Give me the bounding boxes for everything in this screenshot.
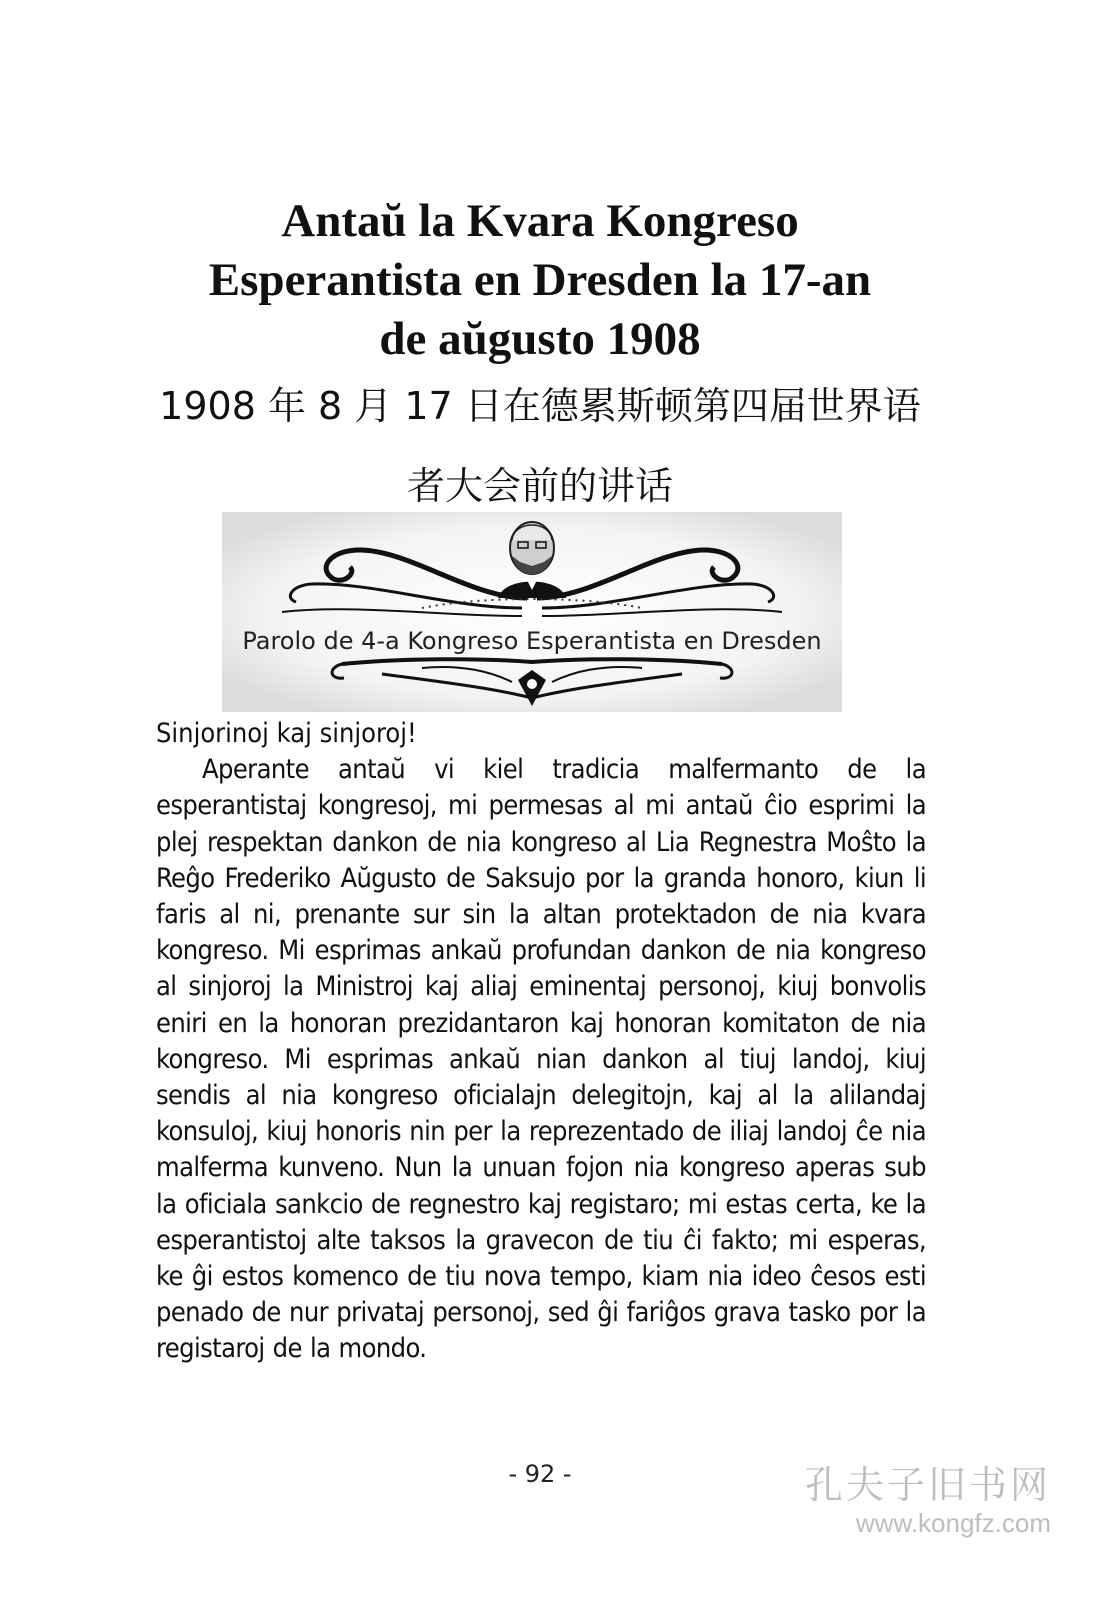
esperanto-title-line-1: Antaŭ la Kvara Kongreso: [281, 195, 799, 247]
banner-caption: Parolo de 4-a Kongreso Esperantista en Dresden: [242, 627, 822, 655]
esperanto-title-line-3: de aŭgusto 1908: [379, 313, 701, 365]
chinese-title-line-2: 者大会前的讲话: [406, 464, 673, 508]
esperanto-title: [120, 192, 960, 369]
congress-banner: [222, 512, 842, 712]
flourish-ornament-icon: [222, 512, 842, 712]
salutation: Sinjorinoj kaj sinjoroj!: [156, 718, 417, 749]
page-number: - 92 -: [508, 1460, 572, 1488]
watermark-url: www.kongfz.com: [855, 1508, 1051, 1538]
watermark-name: 孔夫子旧书网: [804, 1463, 1051, 1507]
esperanto-title-line-2: Esperantista en Dresden la 17-an: [208, 254, 872, 306]
chinese-title: [120, 366, 960, 526]
kongfz-watermark: [805, 1463, 1051, 1539]
speech-paragraph: Aperante antaŭ vi kiel tradicia malfermanto de la esperantistaj kongresoj, mi permesas al mi antaŭ ĉio esprimi la plej respektan dankon de nia kongreso al Lia Regnestra Moŝto la Reĝo Frederiko Aŭgusto de Saksujo por la granda honoro, kiun li faris al ni, prenante sur sin la altan protektadon de nia kvara kongreso. Mi esprimas ankaŭ profundan dankon de nia kongreso al sinjoroj la Ministroj kaj aliaj eminentaj personoj, kiuj bonvolis eniri en la honoran prezidantaron kaj honoran komitaton de nia kongreso. Mi esprimas ankaŭ nian dankon al tiuj landoj, kiuj sendis al nia kongreso oficialajn delegitojn, kaj al la alilandaj konsuloj, kiuj honoris nin per la reprezentado de iliaj landoj ĉe nia malferma kunveno. Nun la unuan fojon nia kongreso aperas sub la oficiala sankcio de regnestro kaj registaro; mi estas certa, ke la esperantistoj alte taksos la gravecon de tiu ĉi fakto; mi esperas, ke ĝi estos komenco de tiu nova tempo, kiam nia ideo ĉesos esti penado de nur privataj personoj, sed ĝi fariĝos grava tasko por la registaroj de la mondo.: [156, 754, 926, 1365]
chinese-title-line-1: 1908 年 8 月 17 日在德累斯顿第四届世界语: [159, 384, 921, 428]
speech-body: [156, 716, 926, 1368]
